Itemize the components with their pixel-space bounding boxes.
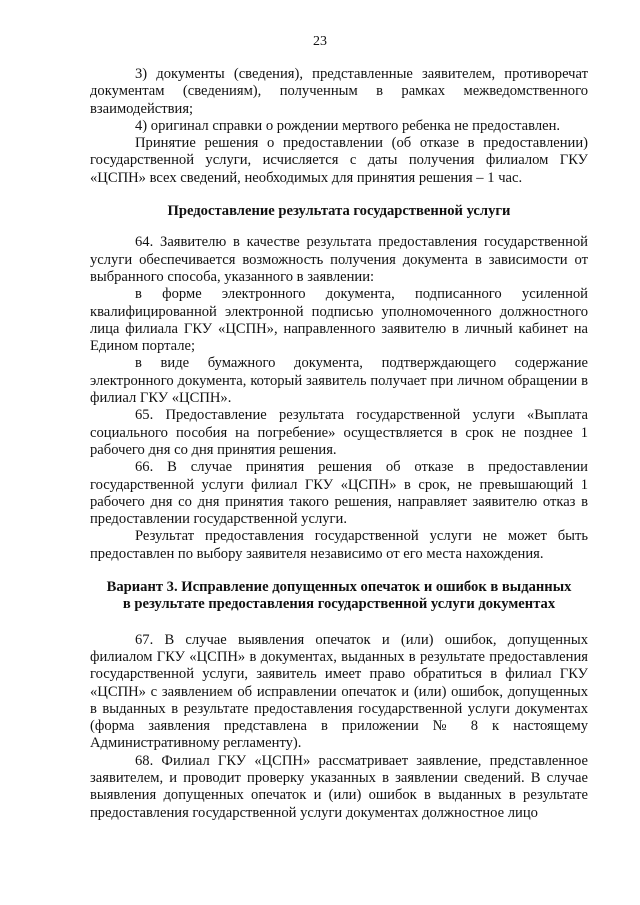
- paragraph-65: 65. Предоставление результата государственной услуги «Выплата социального пособия на погребение» осуществляется в срок не позднее 1 рабочего дня со дня принятия решения.: [90, 407, 588, 458]
- spacer: [90, 563, 588, 579]
- paragraph-68: 68. Филиал ГКУ «ЦСПН» рассматривает заявление, представленное заявителем, и проводит проверку указанных в заявлении сведений. В случае выявления допущенных опечаток и (или) ошибок в выданных в результате предоставления государственной услуги документах должностное лицо: [90, 752, 588, 821]
- paragraph-67: 67. В случае выявления опечаток и (или) ошибок, допущенных филиалом ГКУ «ЦСПН» в документах, выданных в результате предоставления государственной услуги, заявитель имеет право обратиться в филиал ГКУ «ЦСПН» с заявлением об исправлении опечаток и (или) ошибок, допущенных в выданных в результате предоставления государственной услуги документах (форма заявления представлена в приложении № 8 к настоящему Административному регламенту).: [90, 631, 588, 752]
- spacer: [90, 187, 588, 203]
- section-heading-result: Предоставление результата государственной услуги: [167, 203, 511, 220]
- page-number: 23: [313, 34, 327, 49]
- paragraph-decision-timing: Принятие решения о предоставлении (об отказе в предоставлении) государственной услуги, исчисляется с даты получения филиалом ГКУ «ЦСПН» всех сведений, необходимых для принятия решения – 1 час.: [90, 135, 588, 186]
- section-heading-variant-3-line-1: Вариант 3. Исправление допущенных опечаток и ошибок в выданных: [106, 579, 572, 596]
- paragraph-electronic-form: в форме электронного документа, подписанного усиленной квалифицированной электронной подписью уполномоченного должностного лица филиала ГКУ «ЦСПН», направленного заявителю в личный кабинет на Едином портале;: [90, 286, 588, 355]
- paragraph-66: 66. В случае принятия решения об отказе в предоставлении государственной услуги филиал ГКУ «ЦСПН» в срок, не превышающий 1 рабочего дня со дня принятия такого решения, направляет заявителю отказ в предоставлении государственной услуги.: [90, 459, 588, 528]
- paragraph-item-4: 4) оригинал справки о рождении мертвого ребенка не предоставлен.: [135, 117, 561, 134]
- section-heading-variant-3-line-2: в результате предоставления государственной услуги документах: [122, 596, 556, 613]
- spacer: [90, 614, 588, 632]
- document-body: [90, 66, 588, 822]
- paragraph-paper-form: в виде бумажного документа, подтверждающего содержание электронного документа, который заявитель получает при личном обращении в филиал ГКУ «ЦСПН».: [90, 355, 588, 407]
- paragraph-item-3: 3) документы (сведения), представленные заявителем, противоречат документам (сведениям), полученным в рамках межведомственного взаимодействия;: [90, 66, 588, 117]
- paragraph-64: 64. Заявителю в качестве результата предоставления государственной услуги обеспечивается возможность получения документа в зависимости от выбранного способа, указанного в заявлении:: [90, 234, 588, 285]
- spacer: [90, 220, 588, 234]
- paragraph-result-location: Результат предоставления государственной услуги не может быть предоставлен по выбору заявителя независимо от его места нахождения.: [90, 528, 588, 562]
